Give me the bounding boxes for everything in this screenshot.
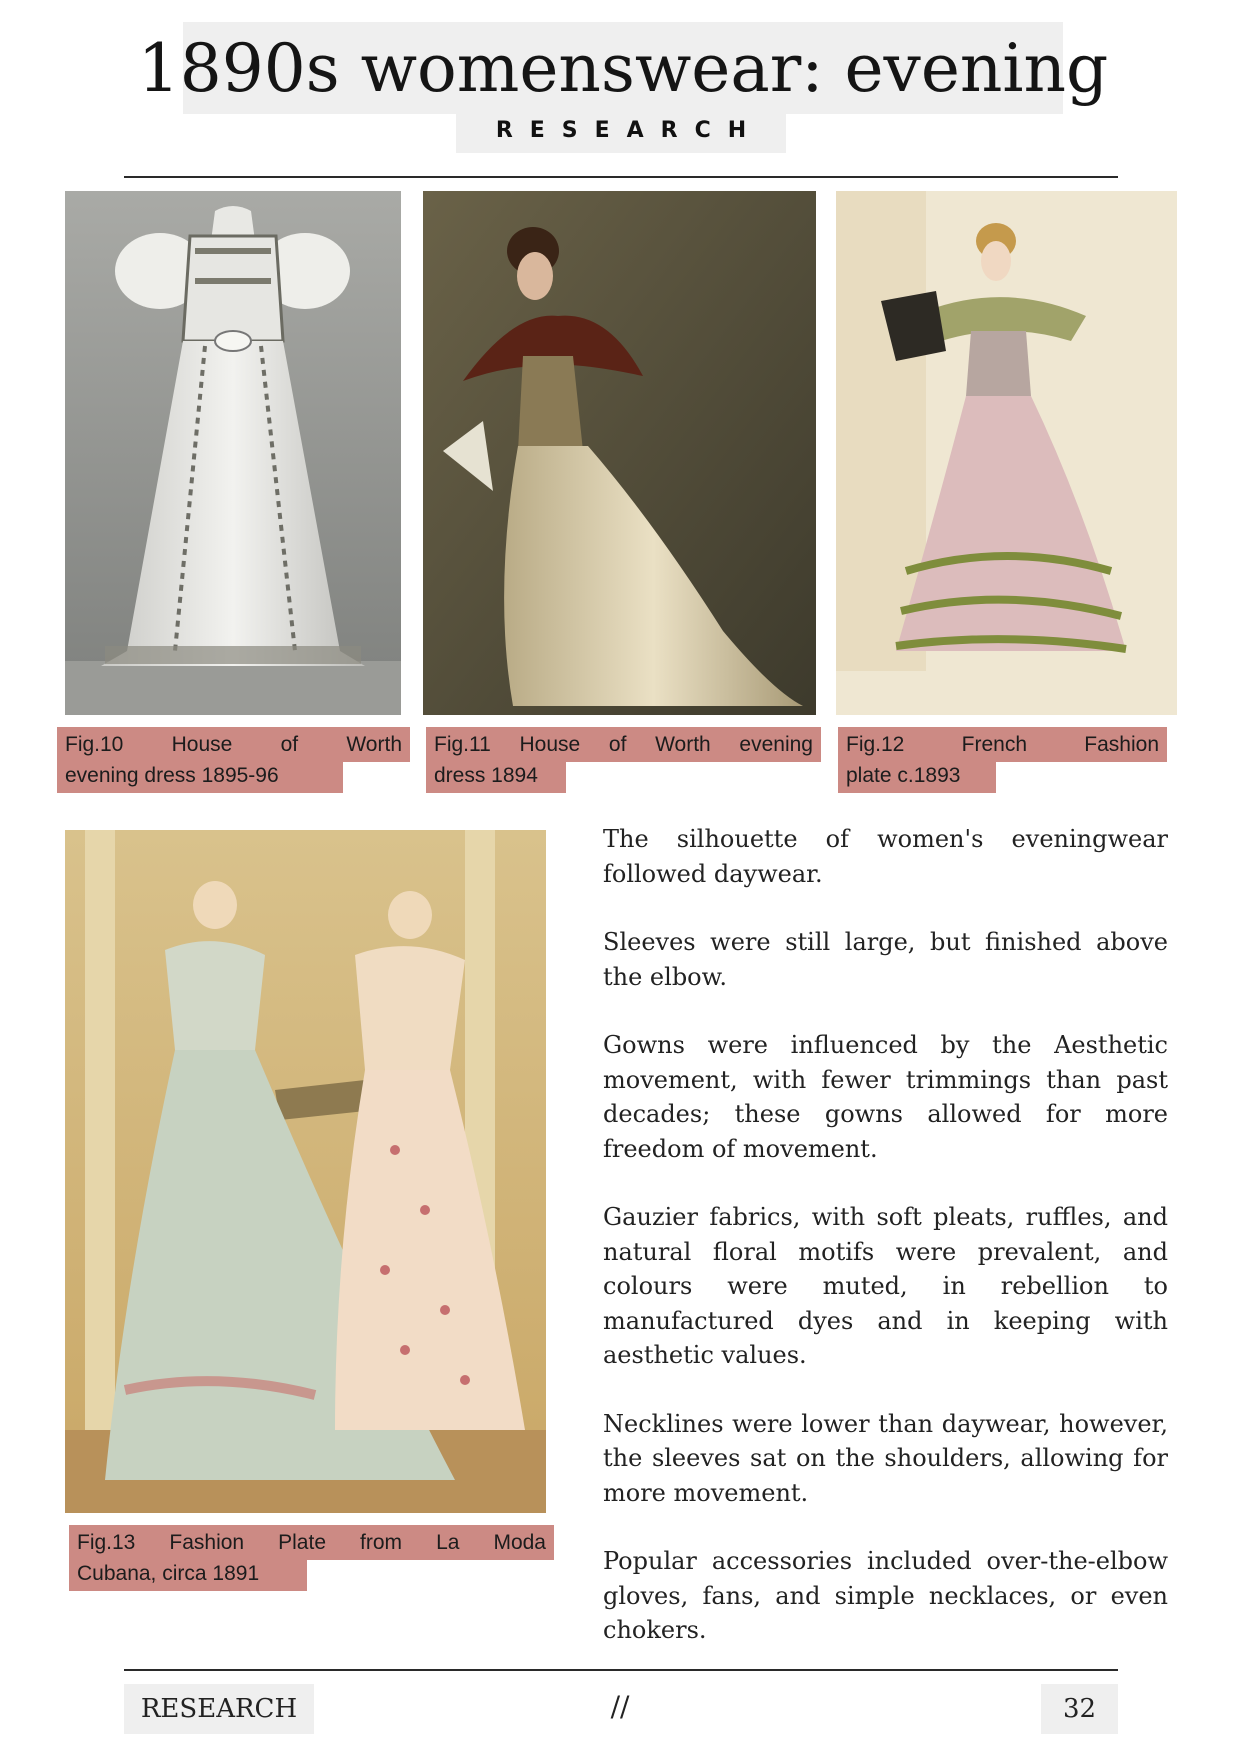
body-text — [603, 822, 1168, 1682]
page-subtitle: RESEARCH — [495, 117, 764, 143]
fig12-caption — [838, 727, 1167, 762]
page-number: 32 — [1041, 1684, 1118, 1734]
paragraph-sleeves: Sleeves were still large, but finished above the elbow. — [603, 928, 1168, 991]
fig10-caption-line1: Fig.10 House of Worth — [65, 733, 402, 756]
paragraph-necklines: Necklines were lower than daywear, however, the sleeves sat on the shoulders, allowing for more movement. — [603, 1409, 1168, 1507]
fig11-caption — [426, 727, 821, 762]
fig11-caption-line2: dress 1894 — [434, 764, 538, 787]
page-title: 1890s womenswear: evening — [137, 29, 1109, 107]
two-ladies-plate-icon — [65, 830, 546, 1513]
white-satin-gown-icon — [65, 191, 401, 715]
subtitle-box — [456, 107, 786, 153]
paragraph-fabrics: Gauzier fabrics, with soft pleats, ruffles, and natural floral motifs were prevalent, and colours were muted, in rebellion to manufactured dyes and in keeping with aesthetic values. — [603, 1203, 1168, 1369]
fig12-image — [836, 191, 1177, 715]
fig12-caption-line2: plate c.1893 — [846, 764, 961, 787]
fig10-caption-line2: evening dress 1895-96 — [65, 764, 279, 787]
header-rule — [124, 176, 1118, 178]
mannequin-gown-icon — [423, 191, 816, 715]
paragraph-accessories: Popular accessories included over-the-elbow gloves, fans, and simple necklaces, or even chokers. — [603, 1547, 1168, 1644]
fig13-caption-line1: Fig.13 Fashion Plate from La Moda — [77, 1531, 546, 1554]
paragraph-silhouette: The silhouette of women's eveningwear followed daywear. — [603, 825, 1168, 888]
title-box — [137, 22, 1109, 114]
fig11-caption-line1: Fig.11 House of Worth evening — [434, 733, 813, 756]
pink-gown-plate-icon — [836, 191, 1177, 715]
fig11-caption-2 — [426, 758, 566, 793]
fig13-caption — [69, 1525, 554, 1560]
fig10-caption-2 — [57, 758, 343, 793]
fig10-caption — [57, 727, 410, 762]
footer-section-label: RESEARCH — [124, 1684, 314, 1734]
fig13-caption-line2: Cubana, circa 1891 — [77, 1562, 260, 1585]
fig12-caption-line1: Fig.12 French Fashion — [846, 733, 1159, 756]
fig10-image — [65, 191, 401, 715]
footer-separator: // — [610, 1690, 630, 1723]
paragraph-aesthetic: Gowns were influenced by the Aesthetic movement, with fewer trimmings than past decades; these gowns allowed for more freedom of movement. — [603, 1031, 1168, 1163]
fig11-image — [423, 191, 816, 715]
fig13-caption-2 — [69, 1556, 307, 1591]
footer-rule — [124, 1669, 1118, 1671]
fig12-caption-2 — [838, 758, 996, 793]
fig13-image — [65, 830, 546, 1513]
